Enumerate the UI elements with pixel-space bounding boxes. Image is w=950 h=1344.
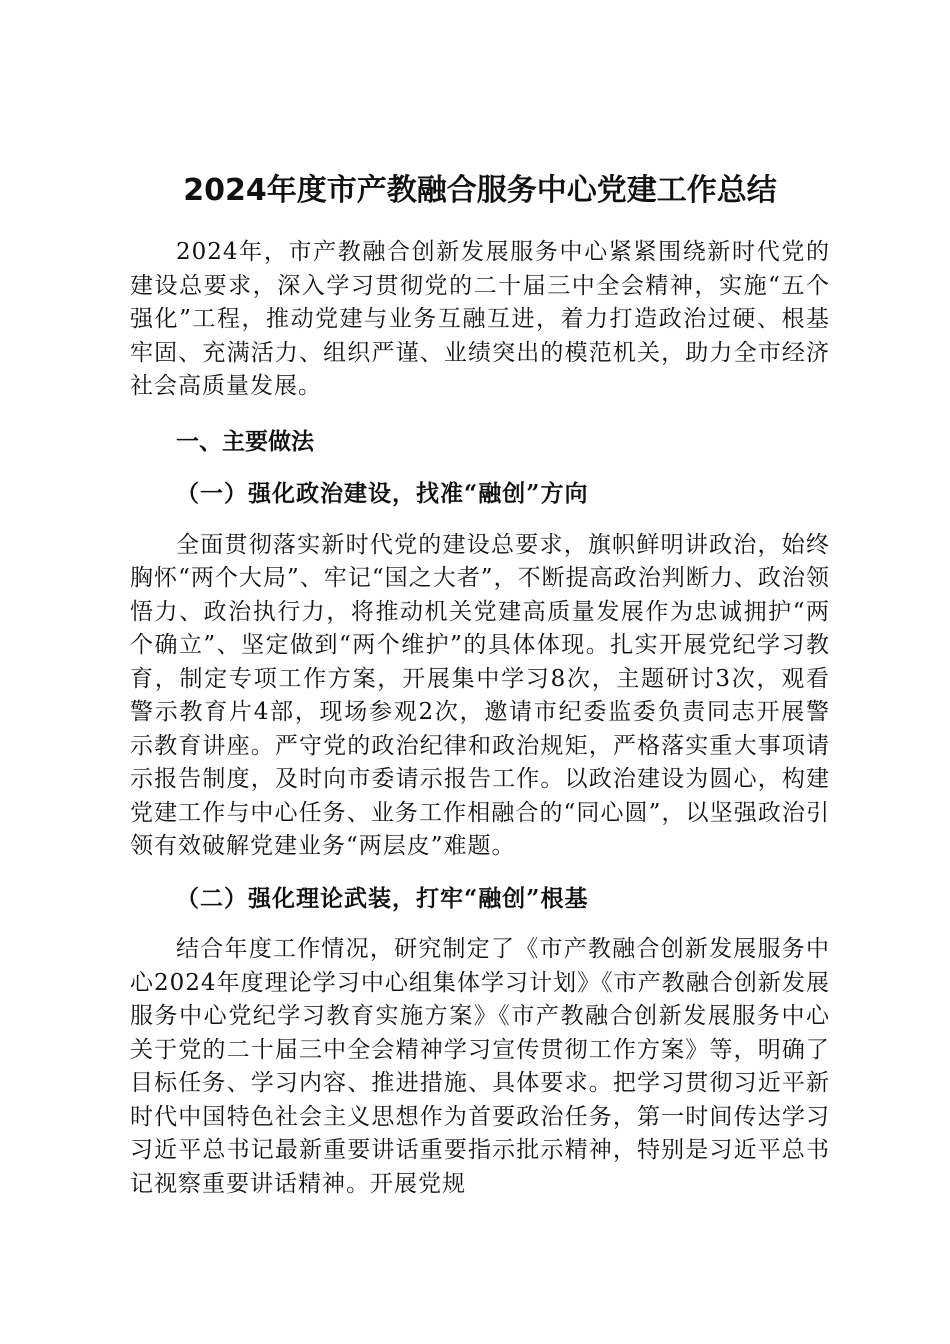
subsection-heading-theory-armament: （二）强化理论武装，打牢“融创”根基 bbox=[176, 884, 589, 912]
section-heading-main-practices: 一、主要做法 bbox=[176, 428, 314, 455]
document-title: 2024年度市产教融合服务中心党建工作总结 bbox=[183, 173, 777, 208]
document-page bbox=[130, 168, 830, 1201]
intro-paragraph: 2024年，市产教融合创新发展服务中心紧紧围绕新时代党的建设总要求，深入学习贯彻党的二十届三中全会精神，实施“五个强化”工程，推动党建与业务互融互进，着力打造政治过硬、根基牢固、充满活力、组织严谨、业绩突出的模范机关，助力全市经济社会高质量发展。 bbox=[130, 239, 830, 399]
paragraph-spacer bbox=[130, 864, 830, 882]
theory-armament-paragraph: 结合年度工作情况，研究制定了《市产教融合创新发展服务中心2024年度理论学习中心组集体学习计划》《市产教融合创新发展服务中心党纪学习教育实施方案》《市产教融合创新发展服务中心关于党的二十届三中全会精神学习宣传贯彻工作方案》等，明确了目标任务、学习内容、推进措施、具体要求。把学习贯彻习近平新时代中国特色社会主义思想作为首要政治任务，第一时间传达学习习近平总书记最新重要讲话重要指示批示精神，特别是习近平总书记视察重要讲话精神。开展党规 bbox=[130, 936, 830, 1197]
subsection-heading-political-construction: （一）强化政治建设，找准“融创”方向 bbox=[176, 480, 589, 507]
political-construction-paragraph: 全面贯彻落实新时代党的建设总要求，旗帜鲜明讲政治，始终胸怀“两个大局”、牢记“国之大者”，不断提高政治判断力、政治领悟力、政治执行力，将推动机关党建高质量发展作为忠诚拥护“两个确立”、坚定做到“两个维护”的具体体现。扎实开展党纪学习教育，制定专项工作方案，开展集中学习8次，主题研讨3次，观看警示教育片4部，现场参观2次，邀请市纪委监委负责同志开展警示教育讲座。严守党的政治纪律和政治规矩，严格落实重大事项请示报告制度，及时向市委请示报告工作。以政治建设为圆心，构建党建工作与中心任务、业务工作相融合的“同心圆”，以坚强政治引领有效破解党建业务“两层皮”难题。 bbox=[130, 531, 830, 859]
